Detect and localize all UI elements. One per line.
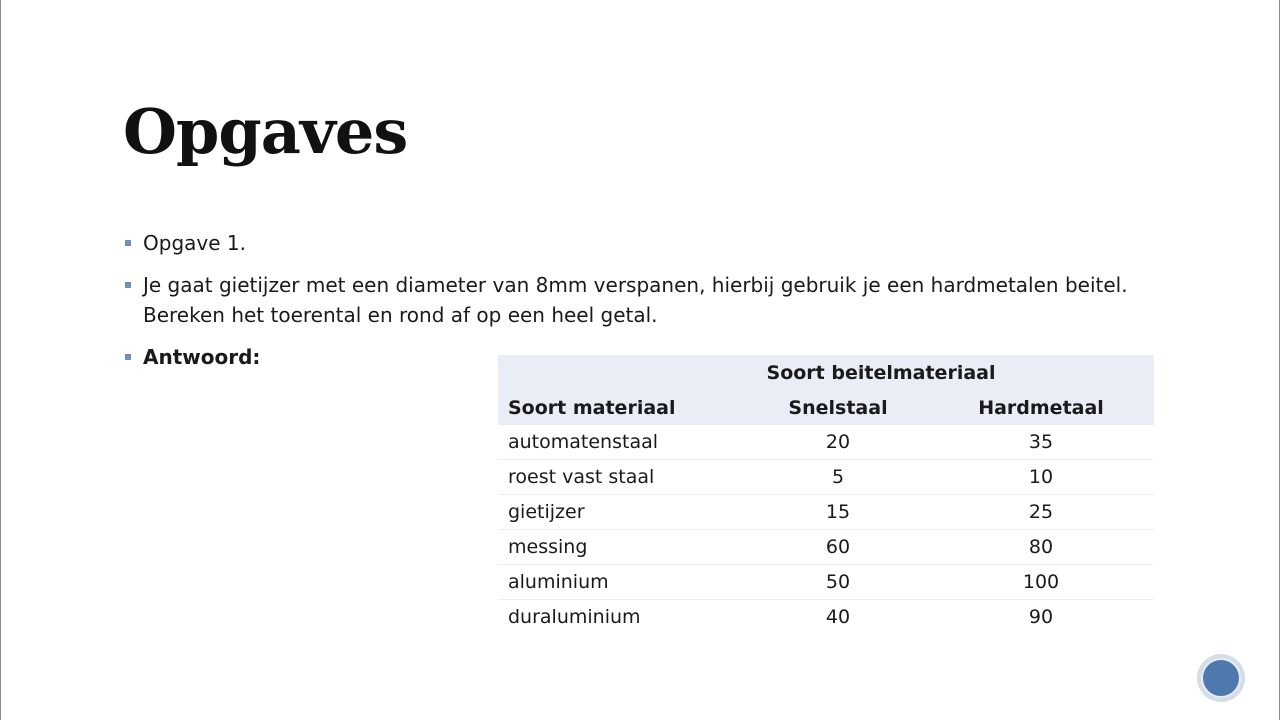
- table-cell: roest vast staal: [498, 460, 748, 495]
- bullet-text: Antwoord:: [143, 345, 261, 369]
- table-group-header: Soort beitelmateriaal: [766, 361, 996, 384]
- slide-nav-button[interactable]: [1197, 654, 1245, 702]
- bullet-text: Je gaat gietijzer met een diameter van 8mm verspanen, hierbij gebruik je een hardmetalen beitel. Bereken het toerental en rond af op een heel getal.: [143, 273, 1128, 327]
- bullet-item: [121, 228, 1131, 258]
- slide-title: Opgaves: [123, 95, 408, 168]
- table-cell: 40: [825, 606, 851, 628]
- table-cell: automatenstaal: [498, 425, 748, 460]
- table-row: [498, 530, 1154, 565]
- table-row: [498, 495, 1154, 530]
- table-cell: 5: [748, 460, 928, 495]
- table-cell: gietijzer: [498, 495, 748, 530]
- table-row: [498, 600, 1154, 635]
- table-row: [498, 425, 1154, 460]
- table-cell: 25: [928, 495, 1154, 530]
- column-header-material: Soort materiaal: [508, 396, 676, 419]
- table-cell: 90: [1028, 606, 1054, 628]
- table-row: [498, 565, 1154, 600]
- bullet-item: [121, 270, 1131, 330]
- circle-nav-icon: [1201, 658, 1241, 698]
- table-row: [498, 460, 1154, 495]
- bullet-text: Opgave 1.: [143, 231, 246, 255]
- table-cell: 10: [928, 460, 1154, 495]
- table-cell: 100: [928, 565, 1154, 600]
- column-header-snelstaal: Snelstaal: [788, 396, 888, 419]
- table-cell: messing: [498, 530, 748, 565]
- bullet-marker-icon: [125, 354, 131, 360]
- bullet-marker-icon: [125, 240, 131, 246]
- table-cell: 15: [748, 495, 928, 530]
- table-cell: 35: [928, 425, 1154, 460]
- table-cell: 20: [748, 425, 928, 460]
- table-cell: duraluminium: [508, 606, 641, 628]
- bullet-marker-icon: [125, 282, 131, 288]
- table-cell: 50: [748, 565, 928, 600]
- column-header-hardmetaal: Hardmetaal: [978, 396, 1104, 419]
- table-cell: 80: [928, 530, 1154, 565]
- table-cell: 60: [748, 530, 928, 565]
- table-cell: aluminium: [498, 565, 748, 600]
- cutting-speed-table: [498, 355, 1154, 634]
